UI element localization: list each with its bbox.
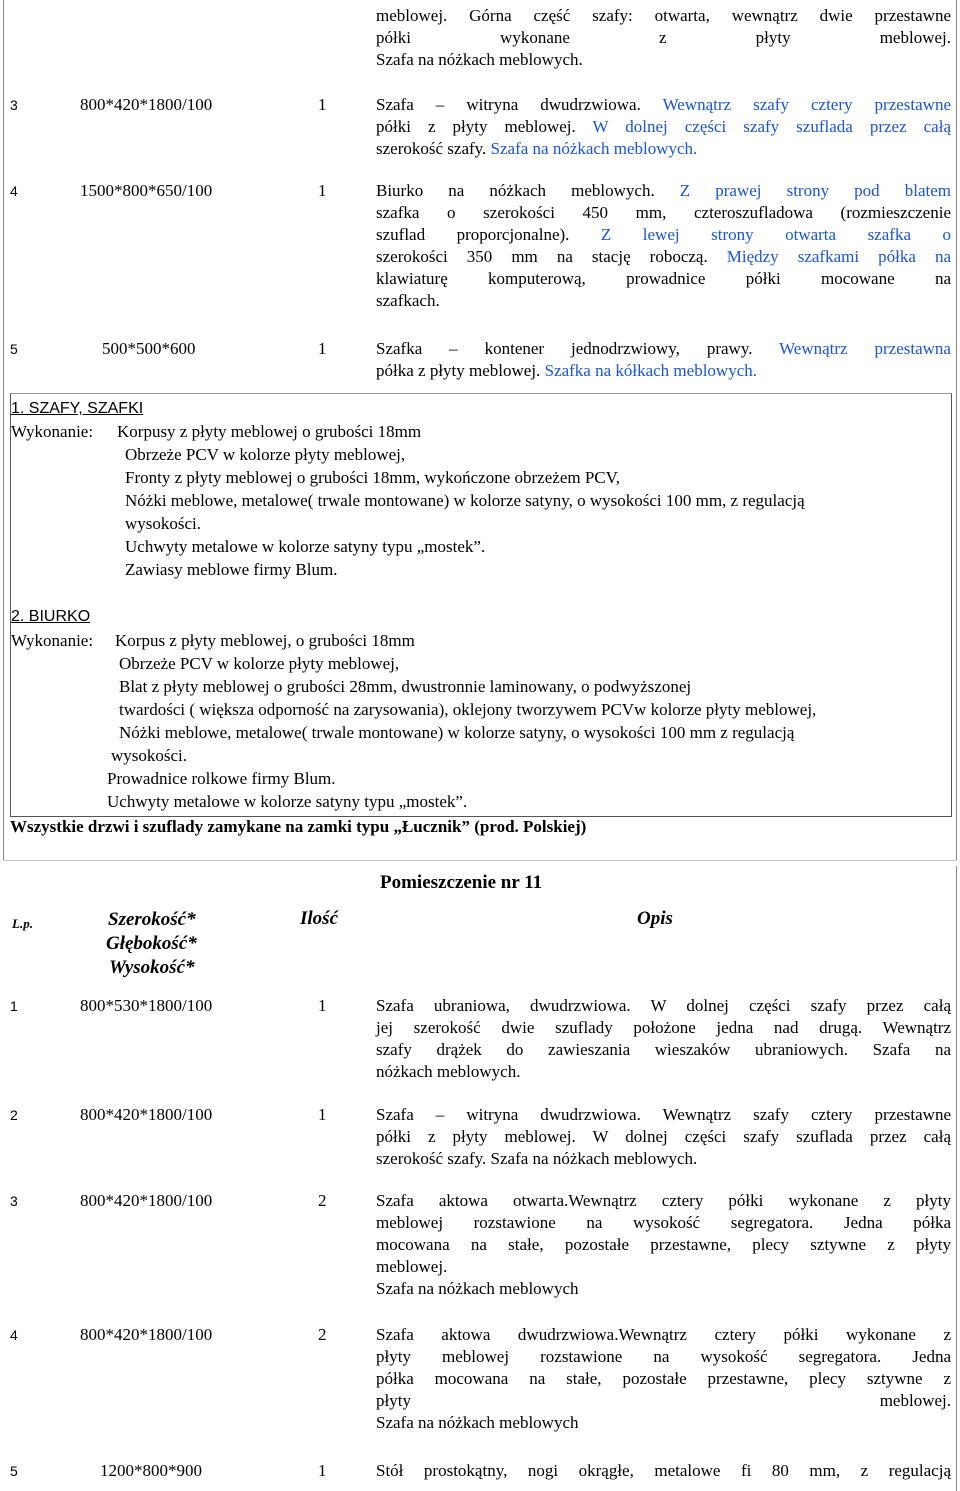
description-text: szerokość szafy. Szafa na nóżkach meblowych. (376, 1149, 698, 1168)
description-text: meblowej. (376, 1257, 448, 1276)
header-height: Wysokość* (109, 957, 195, 978)
row-number: 4 (10, 183, 18, 199)
description-line (376, 1346, 951, 1368)
description-line (376, 5, 951, 27)
description-line (376, 1256, 951, 1278)
row-number: 5 (10, 341, 18, 357)
row-description (376, 1104, 951, 1170)
description-line (376, 138, 951, 160)
description-line (376, 1039, 951, 1061)
description-text: Wewnątrz przestawna (779, 339, 951, 358)
description-text: płyty meblowej. (376, 1391, 951, 1410)
row-dimensions: 1500*800*650/100 (80, 181, 213, 200)
row-description (376, 180, 951, 312)
description-text: mocowana na stałe, pozostałe przestawne, plecy sztywne z płyty (376, 1235, 951, 1254)
spec-line: Korpus z płyty meblowej, o grubości 18mm (115, 631, 415, 650)
description-text: półka z płyty meblowej. (376, 361, 545, 380)
description-line (376, 202, 951, 224)
description-text: nóżkach meblowych. (376, 1062, 521, 1081)
row-quantity: 1 (318, 95, 327, 114)
section-label-execution-desk: Wykonanie: (11, 631, 94, 650)
spec-line: Uchwyty metalowe w kolorze satyny typu „mostek”. (125, 537, 486, 556)
row-dimensions: 1200*800*900 (100, 1461, 202, 1480)
description-text: Szafa aktowa dwudrzwiowa.Wewnątrz cztery półki wykonane z (376, 1325, 951, 1344)
section-label-execution: Wykonanie: (11, 422, 94, 441)
description-line (376, 1234, 951, 1256)
section-title-desk: 2. BIURKO (11, 608, 91, 625)
row-number: 5 (10, 1463, 18, 1479)
row-number: 1 (10, 998, 18, 1014)
header-description: Opis (637, 908, 673, 929)
description-text: półka mocowana na stałe, pozostałe przestawne, plecy sztywne z (376, 1369, 951, 1388)
spec-line: Obrzeże PCV w kolorze płyty meblowej, (125, 445, 406, 464)
description-text: Szafa na nóżkach meblowych. (490, 139, 698, 158)
row-description (376, 94, 951, 160)
description-text: Z lewej strony otwarta szafka o (600, 225, 951, 244)
description-line (376, 116, 951, 138)
description-line (376, 360, 951, 382)
row-description (376, 995, 951, 1083)
description-text: półki z płyty meblowej. (376, 117, 593, 136)
row-number: 4 (10, 1327, 18, 1343)
description-text: Z prawej strony pod blatem (679, 181, 951, 200)
row-dimensions: 800*420*1800/100 (80, 1191, 213, 1210)
description-line (376, 27, 951, 49)
description-line (376, 1368, 951, 1390)
description-text: szuflad proporcjonalne). (376, 225, 601, 244)
description-text: płyty meblowej rozstawione na wysokość segregatora. Jedna (376, 1347, 951, 1366)
description-text: półki wykonane z płyty meblowej. (376, 28, 951, 47)
spec-line: Uchwyty metalowe w kolorze satyny typu „mostek”. (107, 792, 468, 811)
row-quantity: 1 (318, 339, 327, 358)
description-text: Szafa na nóżkach meblowych. (376, 50, 583, 69)
row-description (376, 338, 951, 382)
description-text: szerokości 350 mm na stację roboczą. (376, 247, 727, 266)
row-dimensions: 800*530*1800/100 (80, 996, 213, 1015)
description-text: W dolnej części szafy szuflada przez całą (592, 117, 951, 136)
row-dimensions: 800*420*1800/100 (80, 1105, 213, 1124)
description-text: Szafka na kółkach meblowych. (544, 361, 757, 380)
description-text: Biurko na nóżkach meblowych. (376, 181, 680, 200)
description-text: meblowej. Górna część szafy: otwarta, wewnątrz dwie przestawne (376, 6, 951, 25)
frame-right-line (956, 0, 957, 860)
description-line (376, 1212, 951, 1234)
description-line (376, 1148, 951, 1170)
description-text: szafy drążek do zawieszania wieszaków ubraniowych. Szafa na (376, 1040, 951, 1059)
spec-line: twardości ( większa odporność na zarysowania), oklejony tworzywem PCVw kolorze płyty meblowej, (119, 700, 817, 719)
section-title-cabinets: 1. SZAFY, SZAFKI (11, 400, 144, 417)
row-dimensions: 800*420*1800/100 (80, 95, 213, 114)
description-line (376, 290, 951, 312)
description-text: Szafka – kontener jednodrzwiowy, prawy. (376, 339, 780, 358)
row-number: 2 (10, 1107, 18, 1123)
description-line (376, 338, 951, 360)
header-dimensions (106, 908, 197, 980)
spec-line: Nóżki meblowe, metalowe( trwale montowane) w kolorze satyny, o wysokości 100 mm, z regulacją (125, 491, 805, 510)
spec-line: Korpusy z płyty meblowej o grubości 18mm (117, 422, 422, 441)
spec-line: wysokości. (125, 514, 202, 533)
description-text: meblowej rozstawione na wysokość segregatora. Jedna półka (376, 1213, 951, 1232)
spec-line: Zawiasy meblowe firmy Blum. (125, 560, 338, 579)
row-quantity: 1 (318, 996, 327, 1015)
description-text: Szafa na nóżkach meblowych (376, 1279, 579, 1298)
description-text: Stół prostokątny, nogi okrągłe, metalowe fi 80 mm, z regulacją (376, 1461, 951, 1480)
spec-line: Blat z płyty meblowej o grubości 28mm, dwustronnie laminowany, o podwyższonej (119, 677, 692, 696)
specification-box (10, 393, 952, 817)
header-lp: L.p. (12, 916, 33, 931)
row-quantity: 1 (318, 181, 327, 200)
description-line (376, 246, 951, 268)
row-quantity: 1 (318, 1461, 327, 1480)
row-dimensions: 500*500*600 (102, 339, 196, 358)
frame-separator-line (3, 860, 957, 861)
row-number: 3 (10, 97, 18, 113)
description-line (376, 180, 951, 202)
frame-right-line-lower (956, 866, 957, 1491)
description-line (376, 224, 951, 246)
description-line (376, 1412, 951, 1434)
description-text: klawiaturę komputerową, prowadnice półki mocowane na (376, 269, 951, 288)
row-quantity: 1 (318, 1105, 327, 1124)
description-text: półki z płyty meblowej. W dolnej części szafy szuflada przez całą (376, 1127, 951, 1146)
description-line (376, 94, 951, 116)
row-number: 3 (10, 1193, 18, 1209)
description-line (376, 1278, 951, 1300)
row-description (376, 5, 951, 71)
description-line (376, 1017, 951, 1039)
spec-line: Prowadnice rolkowe firmy Blum. (107, 769, 336, 788)
header-depth: Głębokość* (106, 933, 197, 954)
row-description (376, 1324, 951, 1434)
description-text: jej szerokość dwie szuflady położone jedna nad drugą. Wewnątrz (376, 1018, 951, 1037)
description-text: Szafa na nóżkach meblowych (376, 1413, 579, 1432)
description-text: szafkach. (376, 291, 440, 310)
description-text: Szafa ubraniowa, dwudrzwiowa. W dolnej części szafy przez całą (376, 996, 951, 1015)
row-quantity: 2 (318, 1325, 327, 1344)
description-line (376, 268, 951, 290)
row-description (376, 1460, 951, 1482)
row-description (376, 1190, 951, 1300)
spec-line: Nóżki meblowe, metalowe( trwale montowane) w kolorze satyny, o wysokości 100 mm z regulacją (119, 723, 795, 742)
description-line (376, 1104, 951, 1126)
description-text: szafka o szerokości 450 mm, czteroszufladowa (rozmieszczenie (376, 203, 951, 222)
row-dimensions: 800*420*1800/100 (80, 1325, 213, 1344)
description-line (376, 995, 951, 1017)
locks-note: Wszystkie drzwi i szuflady zamykane na zamki typu „Łucznik” (prod. Polskiej) (10, 817, 587, 836)
room-title: Pomieszczenie nr 11 (380, 872, 543, 893)
description-line (376, 1390, 951, 1412)
description-text: Szafa – witryna dwudrzwiowa. Wewnątrz szafy cztery przestawne (376, 1105, 951, 1124)
description-text: Szafa aktowa otwarta.Wewnątrz cztery półki wykonane z płyty (376, 1191, 951, 1210)
description-line (376, 1126, 951, 1148)
spec-line: Obrzeże PCV w kolorze płyty meblowej, (119, 654, 400, 673)
spec-line: wysokości. (111, 746, 188, 765)
frame-left-line (3, 0, 4, 860)
description-text: Szafa – witryna dwudrzwiowa. (376, 95, 663, 114)
description-line (376, 1061, 951, 1083)
description-line (376, 1190, 951, 1212)
description-text: Między szafkami półka na (726, 247, 951, 266)
header-width: Szerokość* (108, 909, 196, 930)
description-line (376, 1324, 951, 1346)
row-quantity: 2 (318, 1191, 327, 1210)
spec-line: Fronty z płyty meblowej o grubości 18mm, wykończone obrzeżem PCV, (125, 468, 620, 487)
description-line (376, 49, 951, 71)
header-quantity: Ilość (300, 908, 338, 929)
description-text: Wewnątrz szafy cztery przestawne (662, 95, 952, 114)
description-line (376, 1460, 951, 1482)
description-text: szerokość szafy. (376, 139, 491, 158)
